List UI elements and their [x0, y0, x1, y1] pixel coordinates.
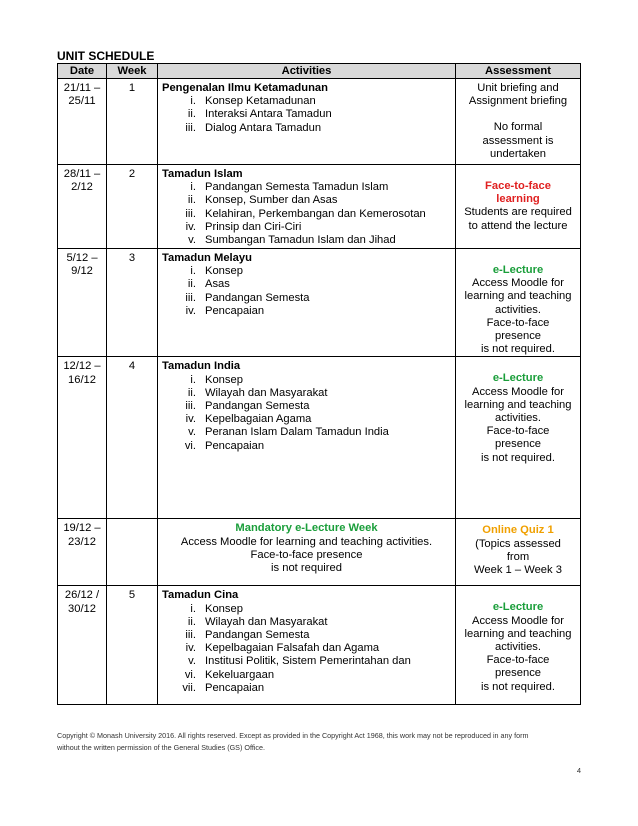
- topic-item: [162, 305, 451, 318]
- assessment-line: Face-to-face: [486, 654, 550, 667]
- topic-item-number: ii.: [187, 194, 196, 207]
- week-cell: 4: [107, 357, 158, 519]
- topic-item: [162, 629, 451, 642]
- topic-item: [162, 426, 451, 439]
- date-cell: [58, 519, 107, 586]
- topic-list: [162, 95, 451, 135]
- date-line: 28/11 –: [63, 168, 101, 180]
- date-line: 19/12 –: [63, 522, 101, 535]
- topic-item: [162, 208, 451, 221]
- column-header-week: Week: [107, 64, 158, 79]
- topic-item-text: Kelahiran, Perkembangan dan Kemerosotan: [205, 207, 426, 220]
- date-line: 23/12: [68, 535, 96, 548]
- assessment-line: Assignment briefing: [468, 95, 568, 108]
- topic-item: [162, 278, 451, 291]
- topic-item-number: iii.: [185, 400, 196, 413]
- date-cell: [58, 586, 107, 705]
- assessment-highlight: e-Lecture: [492, 601, 544, 614]
- date-line: 9/12: [71, 265, 93, 278]
- topic-item-number: vi.: [184, 439, 196, 452]
- copyright-footer: [57, 730, 577, 754]
- topic-item-text: Kekeluargaan: [205, 668, 275, 681]
- week-cell: 5: [107, 586, 158, 705]
- topic-item-number: v.: [188, 426, 196, 439]
- topic-item: [162, 655, 451, 668]
- assessment-line: to attend the lecture: [468, 219, 568, 232]
- topic-item: [162, 194, 451, 207]
- topic-item-number: iv.: [185, 413, 196, 426]
- activities-cell: [158, 586, 456, 705]
- column-header-activities: Activities: [158, 64, 456, 79]
- topic-item-text: Institusi Politik, Sistem Pemerintahan dan: [205, 655, 411, 668]
- date-line: 30/12: [68, 602, 96, 615]
- topic-item-number: i.: [190, 373, 196, 386]
- date-line: 5/12 –: [66, 252, 98, 264]
- assessment-content: [456, 360, 580, 464]
- topic-item: [162, 181, 451, 194]
- topic-item: [162, 387, 451, 400]
- assessment-line: is not required.: [480, 451, 555, 464]
- copyright-line-1: Copyright © Monash University 2016. All rights reserved. Except as provided in the Copyright Act 1968, this work may not be reproduced in any form: [57, 731, 529, 740]
- assessment-cell: [456, 79, 581, 165]
- topic-item-text: Wilayah dan Masyarakat: [205, 615, 328, 628]
- assessment-highlight: learning: [496, 193, 540, 206]
- assessment-content: [456, 522, 580, 577]
- topic-item-text: Kepelbagaian Falsafah dan Agama: [205, 642, 380, 655]
- assessment-line: (Topics assessed: [475, 537, 561, 550]
- activities-cell: [158, 165, 456, 249]
- topic-title: Tamadun Cina: [162, 589, 239, 602]
- topic-item: [162, 413, 451, 426]
- topic-item-text: Pencapaian: [205, 304, 265, 317]
- assessment-line: presence: [494, 667, 542, 680]
- activities-cell: [158, 79, 456, 165]
- date-line: 16/12: [68, 373, 96, 386]
- assessment-line: is not required.: [480, 343, 555, 356]
- topic-item: [162, 265, 451, 278]
- mandatory-week-title: Mandatory e-Lecture Week: [235, 522, 378, 535]
- assessment-line: learning and teaching: [464, 398, 572, 411]
- mandatory-line: Face-to-face presence: [250, 548, 363, 561]
- topic-item-text: Konsep: [205, 602, 243, 615]
- topic-item-number: vi.: [184, 668, 196, 681]
- topic-item-text: Konsep, Sumber dan Asas: [205, 194, 338, 207]
- topic-item: [162, 642, 451, 655]
- assessment-highlight: Face-to-face: [485, 180, 551, 192]
- assessment-line: Unit briefing and: [477, 82, 559, 94]
- assessment-line: undertaken: [490, 147, 546, 160]
- assessment-line: presence: [494, 330, 542, 343]
- topic-item-number: iii.: [185, 291, 196, 304]
- topic-item: [162, 374, 451, 387]
- activities-cell: [158, 249, 456, 357]
- topic-list: [162, 265, 451, 318]
- topic-list: [162, 374, 451, 453]
- table-header-row: [58, 64, 581, 79]
- topic-item-text: Pandangan Semesta: [205, 400, 310, 413]
- topic-item-number: vii.: [182, 681, 196, 694]
- topic-title: Tamadun Islam: [162, 168, 243, 180]
- topic-item: [162, 221, 451, 234]
- table-row: [58, 165, 581, 249]
- topic-item-number: v.: [188, 655, 196, 668]
- assessment-line: learning and teaching: [464, 627, 572, 640]
- topic-title: Tamadun India: [162, 360, 241, 373]
- table-row: [58, 79, 581, 165]
- assessment-line: assessment is: [482, 134, 554, 147]
- topic-item: [162, 440, 451, 453]
- topic-item-text: Kepelbagaian Agama: [205, 413, 312, 426]
- table-row: [58, 586, 581, 705]
- assessment-cell: [456, 586, 581, 705]
- mandatory-line: is not required: [271, 562, 342, 575]
- topic-item-number: v.: [188, 234, 196, 247]
- topic-item-number: i.: [190, 95, 196, 108]
- assessment-line: presence: [494, 438, 542, 451]
- topic-item-text: Konsep Ketamadunan: [205, 95, 316, 108]
- topic-item: [162, 603, 451, 616]
- topic-item: [162, 234, 451, 247]
- assessment-highlight: e-Lecture: [492, 372, 544, 385]
- topic-item-text: Pencapaian: [205, 681, 265, 694]
- topic-item-text: Pencapaian: [205, 439, 265, 452]
- topic-item-number: ii.: [187, 386, 196, 399]
- assessment-line: Face-to-face: [486, 316, 550, 329]
- assessment-line: Access Moodle for: [471, 385, 565, 398]
- topic-item: [162, 682, 451, 695]
- assessment-line: No formal: [493, 121, 543, 134]
- assessment-line: from: [506, 550, 530, 563]
- assessment-line: Face-to-face: [486, 425, 550, 438]
- topic-item: [162, 616, 451, 629]
- topic-item-text: Konsep: [205, 265, 243, 278]
- assessment-highlight: Online Quiz 1: [482, 524, 554, 537]
- topic-item: [162, 95, 451, 108]
- topic-item-number: ii.: [187, 278, 196, 291]
- topic-item-number: iii.: [185, 207, 196, 220]
- topic-item-number: iii.: [185, 121, 196, 134]
- topic-item-text: Prinsip dan Ciri-Ciri: [205, 220, 302, 233]
- unit-schedule-heading: UNIT SCHEDULE: [57, 49, 155, 63]
- topic-item-text: Pandangan Semesta: [205, 629, 310, 642]
- topic-item-text: Sumbangan Tamadun Islam dan Jihad: [205, 234, 396, 247]
- activities-cell: [158, 519, 456, 586]
- assessment-line: learning and teaching: [464, 290, 572, 303]
- assessment-line: is not required.: [480, 680, 555, 693]
- topic-item-text: Wilayah dan Masyarakat: [205, 386, 328, 399]
- topic-item-number: iii.: [185, 629, 196, 642]
- topic-item-number: iv.: [185, 642, 196, 655]
- date-line: 25/11: [68, 95, 96, 108]
- date-line: 2/12: [71, 181, 93, 194]
- topic-item-number: iv.: [185, 220, 196, 233]
- week-cell: 2: [107, 165, 158, 249]
- date-cell: [58, 165, 107, 249]
- assessment-line: activities.: [494, 641, 541, 654]
- assessment-line: Access Moodle for: [471, 614, 565, 627]
- topic-item: [162, 669, 451, 682]
- schedule-table: [57, 63, 581, 705]
- topic-item-number: ii.: [187, 108, 196, 121]
- topic-item-text: Interaksi Antara Tamadun: [205, 108, 332, 121]
- assessment-line: Students are required: [464, 206, 572, 219]
- date-line: 21/11 –: [63, 82, 101, 94]
- topic-item: [162, 122, 451, 135]
- assessment-line: activities.: [494, 412, 541, 425]
- column-header-assessment: Assessment: [456, 64, 581, 79]
- assessment-cell: [456, 249, 581, 357]
- assessment-line: activities.: [494, 303, 541, 316]
- topic-item-text: Asas: [205, 278, 230, 291]
- topic-item-text: Peranan Islam Dalam Tamadun India: [205, 426, 389, 439]
- assessment-cell: [456, 165, 581, 249]
- topic-item-text: Pandangan Semesta Tamadun Islam: [205, 181, 389, 194]
- column-header-date: Date: [58, 64, 107, 79]
- assessment-cell: [456, 519, 581, 586]
- assessment-content: [456, 252, 580, 356]
- table-row: [58, 357, 581, 519]
- topic-item-text: Pandangan Semesta: [205, 291, 310, 304]
- assessment-content: [456, 589, 580, 693]
- topic-title: Tamadun Melayu: [162, 252, 252, 264]
- week-cell: 3: [107, 249, 158, 357]
- assessment-content: [456, 82, 580, 161]
- date-cell: [58, 79, 107, 165]
- date-cell: [58, 357, 107, 519]
- date-line: 26/12 /: [64, 589, 100, 602]
- copyright-line-2: without the written permission of the General Studies (GS) Office.: [57, 743, 265, 752]
- topic-item-number: ii.: [187, 615, 196, 628]
- topic-item: [162, 400, 451, 413]
- topic-item-text: Konsep: [205, 373, 243, 386]
- assessment-cell: [456, 357, 581, 519]
- topic-title: Pengenalan Ilmu Ketamadunan: [162, 82, 328, 94]
- table-row: [58, 249, 581, 357]
- mandatory-line: Access Moodle for learning and teaching activities.: [180, 535, 433, 548]
- topic-item: [162, 108, 451, 121]
- assessment-line: [456, 108, 580, 121]
- week-cell: 1: [107, 79, 158, 165]
- table-row: [58, 519, 581, 586]
- topic-item-number: i.: [190, 181, 196, 194]
- topic-item: [162, 292, 451, 305]
- topic-item-number: i.: [190, 265, 196, 278]
- activities-cell: [158, 357, 456, 519]
- assessment-line: Week 1 – Week 3: [474, 564, 562, 577]
- assessment-highlight: e-Lecture: [492, 264, 544, 276]
- assessment-line: Access Moodle for: [471, 277, 565, 290]
- topic-list: [162, 181, 451, 247]
- page-number: 4: [576, 766, 581, 775]
- week-cell: [107, 519, 158, 586]
- date-line: 12/12 –: [63, 360, 101, 373]
- topic-item-number: i.: [190, 602, 196, 615]
- assessment-content: [456, 168, 580, 233]
- date-cell: [58, 249, 107, 357]
- topic-item-text: Dialog Antara Tamadun: [205, 121, 322, 134]
- topic-item-number: iv.: [185, 304, 196, 317]
- topic-list: [162, 603, 451, 695]
